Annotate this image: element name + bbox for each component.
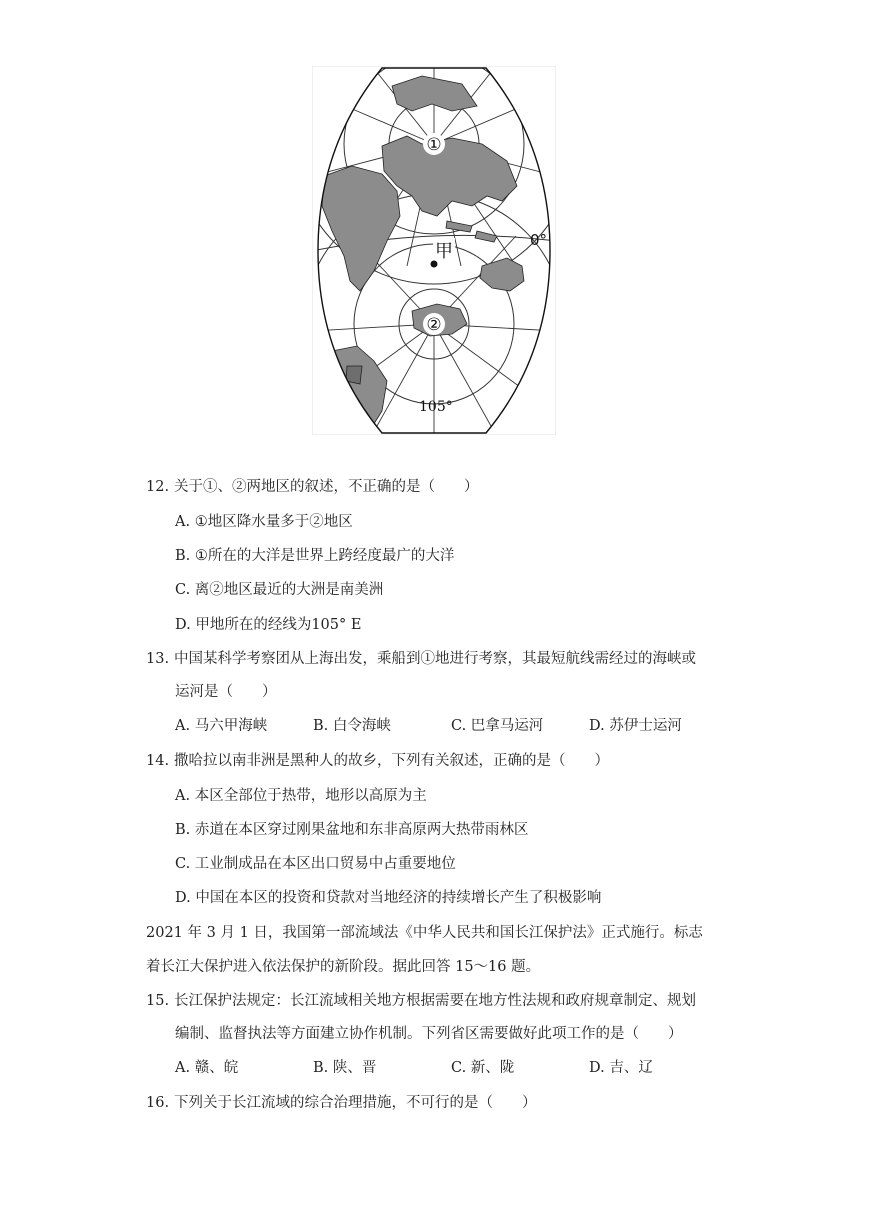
q13-stem-line2: 运河是（ ）	[175, 684, 277, 700]
passage-line1: 2021 年 3 月 1 日，我国第一部流域法《中华人民共和国长江保护法》正式施行。标志	[146, 925, 703, 941]
q12-stem-line	[146, 477, 479, 497]
q13-option-a: A. 马六甲海峡	[175, 718, 268, 734]
q15-option-b: B. 陕、晋	[313, 1060, 377, 1076]
q12-option-a: A. ①地区降水量多于②地区	[175, 514, 353, 530]
q14-number: 14.	[146, 753, 170, 769]
map-svg	[312, 66, 556, 435]
q15-stem-line1	[146, 991, 696, 1011]
region-2-label: ②	[426, 315, 442, 335]
equator-label: 0°	[530, 231, 548, 249]
q14-option-c: C. 工业制成品在本区出口贸易中占重要地位	[175, 856, 456, 872]
q12-option-c: C. 离②地区最近的大洲是南美洲	[175, 582, 384, 598]
q15-option-a: A. 赣、皖	[175, 1060, 239, 1076]
passage-line2: 着长江大保护进入依法保护的新阶段。据此回答 15～16 题。	[146, 959, 541, 975]
q16-stem-line	[146, 1093, 537, 1113]
q13-stem-line1	[146, 649, 696, 669]
q13-option-d: D. 苏伊士运河	[589, 718, 682, 734]
q12-stem: 关于①、②两地区的叙述，不正确的是（ ）	[174, 479, 479, 495]
meridian-105-label: 105°	[419, 399, 453, 415]
region-1-label: ①	[426, 135, 442, 155]
world-map-figure	[312, 66, 556, 435]
q12-option-b: B. ①所在的大洋是世界上跨经度最广的大洋	[175, 548, 455, 564]
q12-number: 12.	[146, 479, 170, 495]
q15-option-c: C. 新、陇	[451, 1060, 515, 1076]
q13-options-row	[175, 716, 682, 736]
q15-stem-line2: 编制、监督执法等方面建立协作机制。下列省区需要做好此项工作的是（ ）	[175, 1026, 683, 1042]
q13-number: 13.	[146, 651, 170, 667]
q13-option-b: B. 白令海峡	[313, 718, 391, 734]
q15-options-row	[175, 1058, 653, 1078]
q15-number: 15.	[146, 993, 170, 1009]
q14-option-d: D. 中国在本区的投资和贷款对当地经济的持续增长产生了积极影响	[175, 890, 602, 906]
q15-option-d: D. 吉、辽	[589, 1060, 653, 1076]
q13-option-c: C. 巴拿马运河	[451, 718, 544, 734]
jia-label: 甲	[435, 241, 453, 262]
q13-stem-1: 中国某科学考察团从上海出发，乘船到①地进行考察，其最短航线需经过的海峡或	[174, 651, 696, 667]
q14-option-a: A. 本区全部位于热带，地形以高原为主	[175, 788, 427, 804]
q14-stem: 撒哈拉以南非洲是黑种人的故乡，下列有关叙述，正确的是（ ）	[174, 753, 609, 769]
q12-option-d: D. 甲地所在的经线为105° E	[175, 617, 362, 633]
q16-stem: 下列关于长江流域的综合治理措施，不可行的是（ ）	[174, 1095, 537, 1111]
q15-stem-1: 长江保护法规定：长江流域相关地方根据需要在地方性法规和政府规章制定、规划	[174, 993, 696, 1009]
q14-option-b: B. 赤道在本区穿过刚果盆地和东非高原两大热带雨林区	[175, 822, 529, 838]
q16-number: 16.	[146, 1095, 170, 1111]
q14-stem-line	[146, 751, 609, 771]
